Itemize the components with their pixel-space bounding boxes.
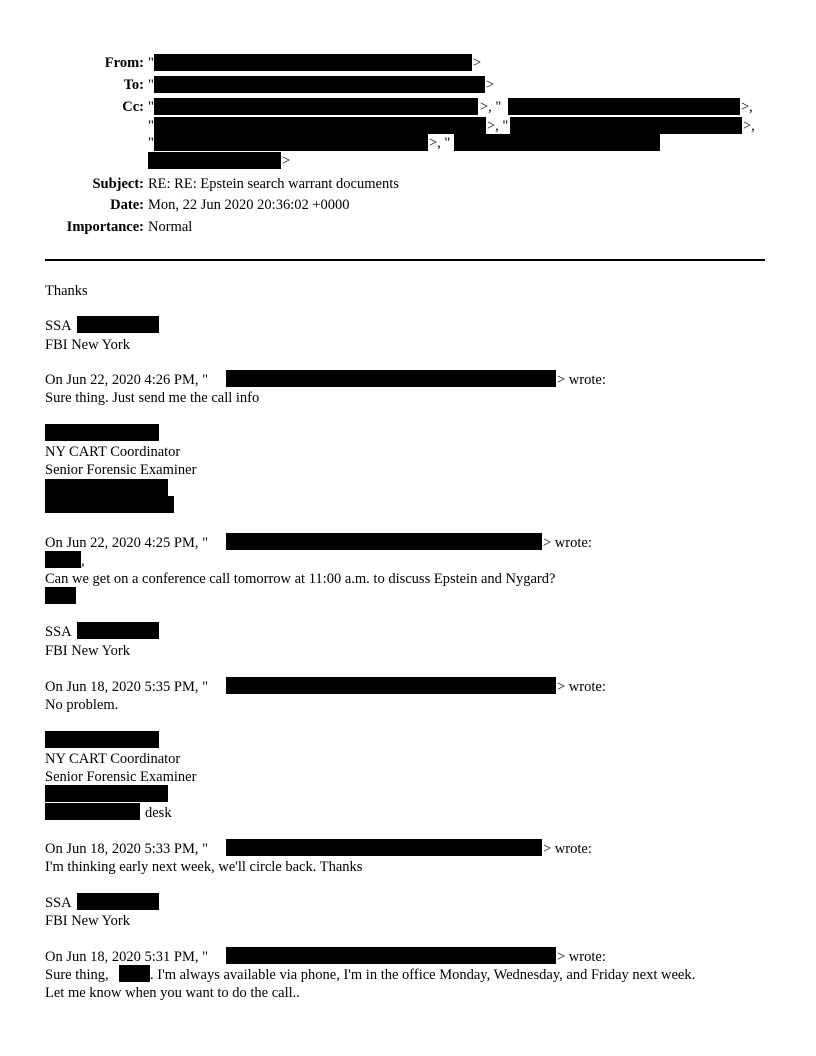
redaction-box [45,551,81,568]
cc-label: Cc: [122,99,144,115]
redaction-box [45,587,76,604]
redaction-box [508,98,740,115]
cc-line-end: >, [743,118,755,134]
redaction-box [148,152,281,169]
wrote-text: > wrote: [557,372,606,388]
cc-separator: >, " [487,118,509,134]
redaction-box [45,785,168,802]
redaction-box [226,839,542,856]
message-text: No problem. [45,697,119,713]
subject-value: RE: RE: Epstein search warrant documents [148,176,399,192]
desk-text: desk [145,805,172,821]
wrote-text: > wrote: [543,535,592,551]
redaction-box [454,134,660,151]
from-quote: " [148,55,154,71]
redaction-box [226,370,556,387]
comma-text: , [81,553,85,569]
to-quote: " [148,77,154,93]
message-text: Can we get on a conference call tomorrow at 11:00 a.m. to discuss Epstein and Nygard? [45,571,556,587]
message-header: On Jun 18, 2020 5:31 PM, " [45,949,209,965]
redaction-box [45,496,174,513]
cc-separator: >, " [480,99,502,115]
cc-separator: >, " [429,135,451,151]
signature-title: Senior Forensic Examiner [45,769,197,785]
importance-value: Normal [148,219,193,235]
signature-office: FBI New York [45,643,131,659]
redaction-box [45,803,140,820]
redaction-box [154,134,428,151]
signature-ssa: SSA [45,624,72,640]
cc-angle: > [282,153,291,169]
signature-ssa: SSA [45,895,72,911]
message-text: Sure thing. Just send me the call info [45,390,260,406]
signature-office: FBI New York [45,337,131,353]
redaction-box [154,117,486,134]
signature-title: NY CART Coordinator [45,444,181,460]
redaction-box [154,76,485,93]
redaction-box [45,424,159,441]
message-text: I'm thinking early next week, we'll circle back. Thanks [45,859,363,875]
importance-label: Importance: [66,219,144,235]
redaction-box [119,965,150,982]
redaction-box [45,479,168,496]
wrote-text: > wrote: [557,679,606,695]
message-header: On Jun 18, 2020 5:33 PM, " [45,841,209,857]
redaction-box [226,533,542,550]
thanks-text: Thanks [45,283,88,299]
date-value: Mon, 22 Jun 2020 20:36:02 +0000 [148,197,350,213]
cc-quote: " [148,118,154,134]
redaction-box [226,947,556,964]
message-text: Let me know when you want to do the call.. [45,985,300,1001]
redaction-box [154,54,472,71]
to-label: To: [123,77,144,93]
redaction-box [45,731,159,748]
to-angle: > [486,77,495,93]
redaction-box [77,316,159,333]
wrote-text: > wrote: [557,949,606,965]
cc-quote: " [148,135,154,151]
redaction-box [510,117,742,134]
signature-office: FBI New York [45,913,131,929]
subject-label: Subject: [92,176,144,192]
date-label: Date: [110,197,144,213]
cc-line-end: >, [741,99,753,115]
signature-title: NY CART Coordinator [45,751,181,767]
signature-ssa: SSA [45,318,72,334]
redaction-box [77,893,159,910]
message-header: On Jun 18, 2020 5:35 PM, " [45,679,209,695]
header-divider [45,259,765,261]
from-label: From: [104,55,144,71]
message-header: On Jun 22, 2020 4:26 PM, " [45,372,209,388]
redaction-box [77,622,159,639]
redaction-box [154,98,478,115]
message-text: Sure thing, [45,967,109,983]
message-text: . I'm always available via phone, I'm in the office Monday, Wednesday, and Friday next week. [150,967,696,983]
signature-title: Senior Forensic Examiner [45,462,197,478]
message-header: On Jun 22, 2020 4:25 PM, " [45,535,209,551]
cc-quote: " [148,99,154,115]
wrote-text: > wrote: [543,841,592,857]
from-angle: > [473,55,482,71]
redaction-box [226,677,556,694]
